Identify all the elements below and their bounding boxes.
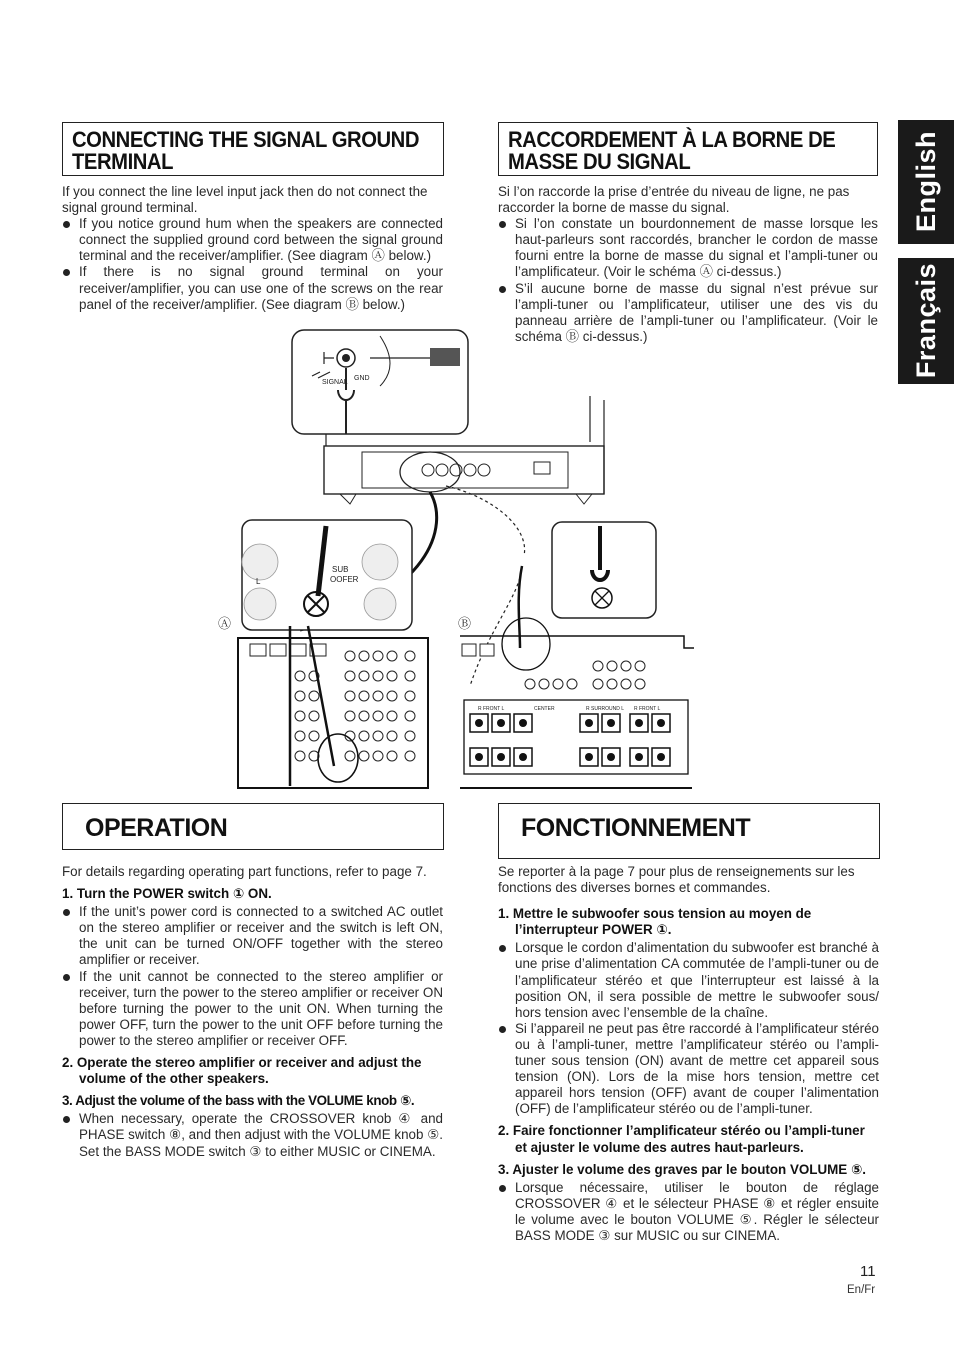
operation-en-step2: 2. Operate the stereo amplifier or receiver and adjust the volume of the other speakers. xyxy=(62,1055,422,1087)
operation-fr-step2: 2. Faire fonctionner l’amplificateur stéréo ou l’ampli-tuner et ajuster le volume des autres haut-parleurs. xyxy=(498,1123,865,1155)
title-ground-en-line1: CONNECTING THE SIGNAL GROUND xyxy=(72,127,420,152)
title-operation-fr-text: FONCTIONNEMENT xyxy=(521,814,751,842)
operation-en-step1-bullet: If the unit’s power cord is connected to a switched AC outlet on the stereo amplifier or receiver and the switch is left ON, the unit can be turned ON/OFF together with the stereo amplifier or receiver. xyxy=(62,904,443,968)
operation-en-step3-bullet: When necessary, operate the CROSSOVER knob ④ and PHASE switch ⑧, and then adjust with the VOLUME knob ⑤. Set the BASS MODE switch ③ to either MUSIC or CINEMA. xyxy=(62,1111,443,1159)
operation-fr-step1: 1. Mettre le subwoofer sous tension au moyen de l’interrupteur POWER ①. xyxy=(498,906,812,938)
tab-english xyxy=(898,120,954,244)
panel-center-label: CENTER xyxy=(534,706,555,712)
signal-label: SIGNAL xyxy=(322,379,348,386)
title-ground-fr-line2: MASSE DU SIGNAL xyxy=(508,149,691,174)
tab-francais xyxy=(898,258,954,384)
tab-francais-label: Français xyxy=(910,263,941,379)
ground-fr-text xyxy=(498,184,878,345)
ground-en-bullet: If you notice ground hum when the speakers are connected connect the supplied ground cord between the signal ground terminal and the receiver/amplifier. (See diagram Ⓐ below.) xyxy=(62,216,443,264)
zoom-callout-top xyxy=(292,330,468,434)
title-operation-en-text: OPERATION xyxy=(85,814,228,842)
operation-fr-intro: Se reporter à la page 7 pour plus de renseignements sur les fonctions des diverses bornes et commandes. xyxy=(498,864,855,896)
panel-front2-label: R FRONT L xyxy=(634,706,661,712)
ground-fr-bullet: S’il aucune borne de masse du signal n’est prévue sur l’ampli-tuner ou l’amplificateur, utiliser une des vis du panneau arrière de l’ampli-tuner ou l’amplificateur. (Voir le schéma Ⓑ ci-dessus.) xyxy=(498,281,878,345)
gnd-label: GND xyxy=(354,375,370,382)
tab-english-label: English xyxy=(910,131,941,233)
operation-fr-step1-bullet: Si l’appareil ne peut pas être raccordé à l’amplificateur stéréo ou à l’ampli-tuner, mettre l’amplificateur stéréo ou l’ampli-tuner sous tension (ON) avant de mettre cet appareil sous tension (ON). Lors de la mise hors tension, mettre cet appareil hors tension (OFF) avant de couper l’alimentation (OFF) de l’amplificateur stéréo ou de l’ampli-tuner. xyxy=(498,1021,879,1118)
title-ground-en-line2: TERMINAL xyxy=(72,149,174,174)
diagram-label-a: Ⓐ xyxy=(218,617,232,632)
operation-fr-step3-bullet: Lorsque nécessaire, utiliser le bouton de réglage CROSSOVER ④ et le sélecteur PHASE ⑧ et régler ensuite le volume avec le bouton VOLUME ⑤. Régler le sélecteur BASS MODE ③ sur MUSIC ou sur CINEMA. xyxy=(498,1180,879,1244)
sub-label-2: OOFER xyxy=(330,575,359,584)
sub-label-1: SUB xyxy=(332,565,349,574)
operation-en-step1-bullet: If the unit cannot be connected to the stereo amplifier or receiver, turn the power to the stereo amplifier or receiver ON before turning the power to the unit ON. When turning the power OFF, turn the power to the unit OFF before turning the power to the stereo amplifier or receiver OFF. xyxy=(62,969,443,1049)
ground-fr-bullet: Si l’on constate un bourdonnement de masse lorsque les haut-parleurs sont raccordés, brancher le cordon de masse fourni entre la borne de masse du signal et l’ampli-tuner ou l’amplificateur. (Voir le schéma Ⓐ ci-dessus.) xyxy=(498,216,878,280)
operation-en-text xyxy=(62,864,443,1160)
title-operation-fr xyxy=(498,803,880,859)
operation-fr-text xyxy=(498,864,879,1244)
operation-en-step1: 1. Turn the POWER switch ① ON. xyxy=(62,886,272,902)
page-number: 11 xyxy=(860,1263,876,1280)
ground-connection-diagram xyxy=(218,326,700,792)
ground-en-intro: If you connect the line level input jack then do not connect the signal ground terminal. xyxy=(62,184,428,216)
panel-front-label: R FRONT L xyxy=(478,706,505,712)
side-l-label: L xyxy=(256,577,261,586)
operation-fr-step1-bullet: Lorsque le cordon d’alimentation du subwoofer est branché à une prise d’alimentation CA commutée de l’ampli-tuner ou de l’amplificateur stéréo et que l’interrupteur est laissé à la position ON, il sera possible de mettre le subwoofer sous/ hors tension avec l’ensemble de la chaîne. xyxy=(498,940,879,1020)
title-ground-fr-line1: RACCORDEMENT À LA BORNE DE xyxy=(508,127,836,152)
operation-en-step3: 3. Adjust the volume of the bass with the VOLUME knob ⑤. xyxy=(62,1093,415,1109)
title-ground-fr xyxy=(498,122,878,176)
ground-en-text xyxy=(62,184,443,313)
language-code: En/Fr xyxy=(847,1284,876,1296)
diagram-label-b: Ⓑ xyxy=(458,617,472,632)
title-operation-en xyxy=(62,803,444,850)
ground-fr-intro: Si l’on raccorde la prise d’entrée du niveau de ligne, ne pas raccorder la borne de masse du signal. xyxy=(498,184,850,216)
operation-fr-step3: 3. Ajuster le volume des graves par le bouton VOLUME ⑤. xyxy=(498,1161,867,1177)
operation-en-intro: For details regarding operating part functions, refer to page 7. xyxy=(62,864,427,879)
panel-surround-label: R SURROUND L xyxy=(586,706,625,712)
title-ground-en xyxy=(62,122,444,176)
ground-en-bullet: If there is no signal ground terminal on your receiver/amplifier, you can use one of the screws on the rear panel of the receiver/amplifier. (See diagram Ⓑ below.) xyxy=(62,264,443,312)
